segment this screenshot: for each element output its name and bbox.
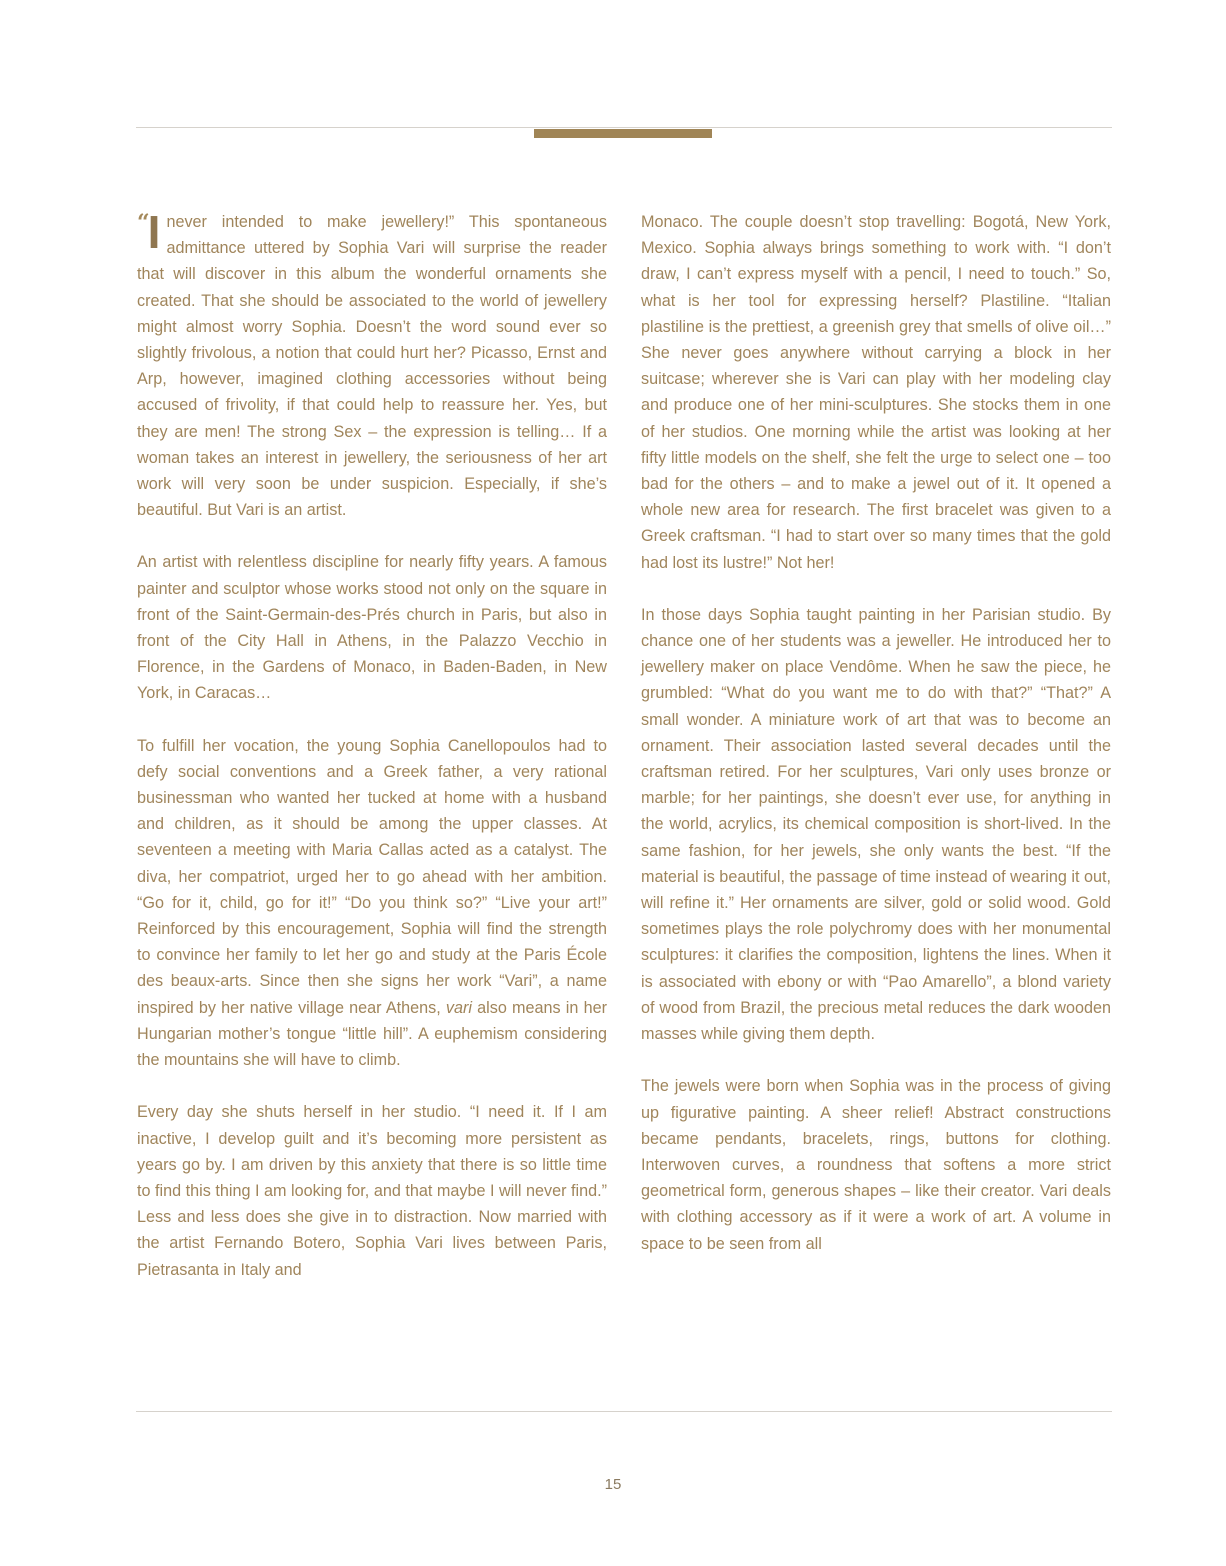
page-number: 15: [604, 1476, 622, 1493]
bottom-divider: [136, 1411, 1112, 1412]
dropcap-group: [137, 206, 161, 258]
right-column: [641, 209, 1111, 1283]
opening-quote-mark: “: [137, 210, 148, 236]
left-column: [137, 206, 607, 1309]
dropcap-letter: I: [147, 206, 161, 258]
header-accent-bar: [534, 129, 712, 138]
paragraph-2: An artist with relentless discipline for nearly fifty years. A famous painter and sculptor whose works stood not only on the square in front of the Saint-Germain-des-Prés church in Paris, but also in front of the City Hall in Athens, in the Palazzo Vecchio in Florence, in the Gardens of Monaco, in Baden-Baden, in New York, in Caracas…: [137, 553, 607, 703]
paragraph-1: [137, 206, 607, 523]
paragraph-6: In those days Sophia taught painting in her Parisian studio. By chance one of her students was a jeweller. He introduced her to jewellery maker on place Vendôme. When he saw the piece, he grumbled: “What do you want me to do with that?” “That?” A small wonder. A miniature work of art that was to become an ornament. Their association lasted several decades until the craftsman retired. For her sculptures, Vari only uses bronze or marble; for her paintings, she doesn’t ever use, for anything in the world, acrylics, its chemical composition is short-lived. In the same fashion, for her jewels, she only wants the best. “If the material is beautiful, the passage of time instead of wearing it out, will refine it.” Her ornaments are silver, gold or solid wood. Gold sometimes plays the role polychromy does with her monumental sculptures: it clarifies the composition, lightens the lines. When it is associated with ebony or with “Pao Amarello”, a blond variety of wood from Brazil, the precious metal reduces the dark wooden masses while giving them depth.: [641, 605, 1111, 1044]
paragraph-3-text-b: also means in her Hungarian mother’s tongue “little hill”. A euphemism considering the mountains she will have to climb.: [137, 998, 607, 1070]
paragraph-1-text: never intended to make jewellery!” This spontaneous admittance uttered by Sophia Vari will surprise the reader that will discover in this album the wonderful ornaments she created. That she should be associated to the world of jewellery might almost worry Sophia. Doesn’t the word sound ever so slightly frivolous, a notion that could hurt her? Picasso, Ernst and Arp, however, imagined clothing accessories without being accused of frivolity, if that could help to reassure her. Yes, but they are men! The strong Sex – the expression is telling… If a woman takes an interest in jewellery, the seriousness of her art work will very soon be under suspicion. Especially, if she’s beautiful. But Vari is an artist.: [137, 213, 607, 520]
paragraph-3-italic-word: vari: [445, 998, 472, 1017]
paragraph-3: [137, 733, 607, 1074]
paragraph-5: Monaco. The couple doesn’t stop travelling: Bogotá, New York, Mexico. Sophia always brings something to work with. “I don’t draw, I can’t express myself with a pencil, I need to touch.” So, what is her tool for expressing herself? Plastiline. “Italian plastiline is the prettiest, a greenish grey that smells of olive oil…” She never goes anywhere without carrying a block in her suitcase; wherever she is Vari can play with her modeling clay and produce one of her mini-sculptures. She stocks them in one of her studios. One morning while the artist was looking at her fifty little models on the shelf, she felt the urge to select one – too bad for the others – and to make a jewel out of it. It opened a whole new area for research. The first bracelet was given to a Greek craftsman. “I had to start over so many times that the gold had lost its lustre!” Not her!: [641, 213, 1111, 572]
paragraph-3-text-a: To fulfill her vocation, the young Sophia Canellopoulos had to defy social conventions and a Greek father, a very rational businessman who wanted her tucked at home with a husband and children, as it should be among the upper classes. At seventeen a meeting with Maria Callas acted as a catalyst. The diva, her compatriot, urged her to go ahead with her ambition. “Go for it, child, go for it!” “Do you think so?” “Live your art!” Reinforced by this encouragement, Sophia will find the strength to convince her family to let her go and study at the Paris École des beaux-arts. Since then she signs her work “Vari”, a name inspired by her native village near Athens,: [137, 736, 607, 1017]
paragraph-7: The jewels were born when Sophia was in the process of giving up figurative painting. A sheer relief! Abstract constructions became pendants, bracelets, rings, buttons for clothing. Interwoven curves, a roundness that softens a more strict geometrical form, generous shapes – like their creator. Vari deals with clothing accessory as if it were a work of art. A volume in space to be seen from all: [641, 1077, 1111, 1253]
paragraph-4: Every day she shuts herself in her studio. “I need it. If I am inactive, I develop guilt and it’s becoming more persistent as years go by. I am driven by this anxiety that there is so little time to find this thing I am looking for, and that maybe I will never find.” Less and less does she give in to distraction. Now married with the artist Fernando Botero, Sophia Vari lives between Paris, Pietrasanta in Italy and: [137, 1103, 607, 1279]
top-divider: [136, 127, 1112, 128]
